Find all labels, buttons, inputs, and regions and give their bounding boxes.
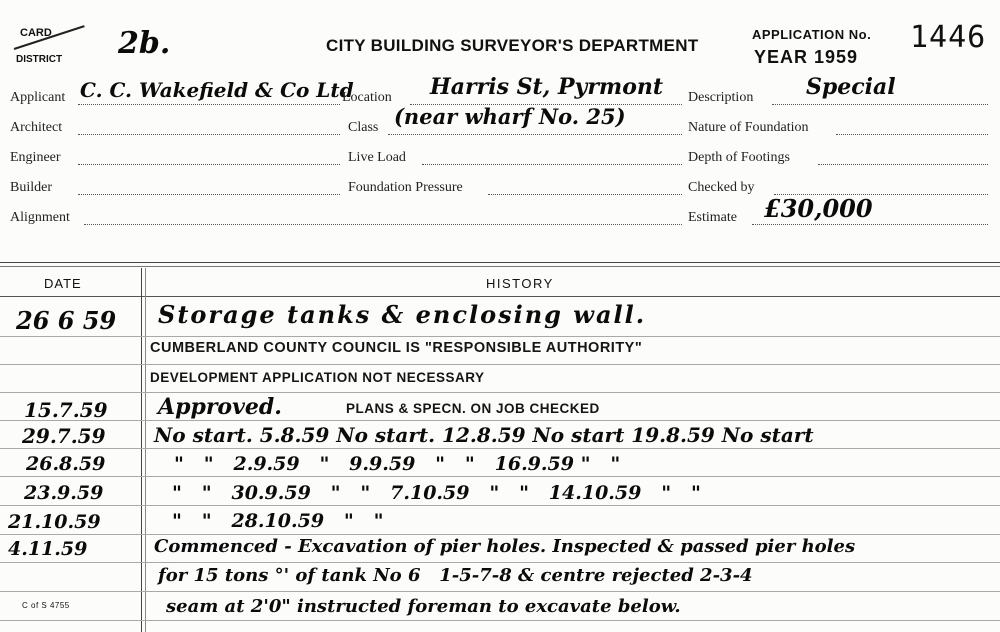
ruled-line [0, 448, 1000, 449]
foundation-pressure-line [488, 194, 682, 195]
history-date: 26.8.59 [26, 453, 106, 475]
history-entry: Commenced - Excavation of pier holes. Inspected & passed pier holes [154, 536, 856, 557]
history-stamp: CUMBERLAND COUNTY COUNCIL IS "RESPONSIBLE AUTHORITY" [150, 340, 643, 356]
applicant-label: Applicant [10, 90, 66, 105]
description-value: Special [806, 74, 896, 100]
engineer-label: Engineer [10, 150, 61, 165]
description-label: Description [688, 90, 754, 105]
application-number: 1446 [910, 20, 987, 55]
engineer-line [78, 164, 340, 165]
architect-line [78, 134, 340, 135]
application-no-label: APPLICATION No. [752, 27, 872, 42]
history-entry: " " 2.9.59 " 9.9.59 " " 16.9.59 " " [174, 453, 621, 475]
estimate-line [752, 224, 988, 225]
card-label: CARD [20, 27, 52, 39]
history-header: HISTORY [486, 276, 554, 291]
header-separator-2 [0, 266, 1000, 267]
estimate-value: £30,000 [764, 194, 873, 223]
history-header-rule [0, 296, 1000, 297]
ruled-line [0, 562, 1000, 563]
ruled-line [0, 505, 1000, 506]
alignment-line [84, 224, 682, 225]
class-line [388, 134, 682, 135]
ruled-line [0, 476, 1000, 477]
depth-line [818, 164, 988, 165]
depth-of-footings-label: Depth of Footings [688, 150, 790, 165]
nature-line [836, 134, 988, 135]
year-label: YEAR 1959 [754, 47, 859, 67]
history-date: 23.9.59 [24, 482, 104, 504]
ruled-line [0, 620, 1000, 621]
history-entry: seam at 2'0" instructed foreman to excavate below. [166, 596, 681, 617]
date-column-divider [141, 268, 142, 632]
nature-of-foundation-label: Nature of Foundation [688, 120, 809, 135]
checked-stamp: PLANS & SPECN. ON JOB CHECKED [346, 401, 600, 416]
history-date: 29.7.59 [22, 424, 106, 448]
foundation-pressure-label: Foundation Pressure [348, 180, 463, 195]
applicant-line [78, 104, 340, 105]
live-load-line [422, 164, 682, 165]
estimate-label: Estimate [688, 210, 737, 225]
builder-line [78, 194, 340, 195]
description-line [772, 104, 988, 105]
card-value: 2b. [118, 26, 171, 61]
applicant-value: C. C. Wakefield & Co Ltd [80, 78, 354, 102]
alignment-label: Alignment [10, 210, 70, 225]
location-label: Location [342, 90, 392, 105]
history-date: 15.7.59 [24, 398, 108, 422]
history-stamp: DEVELOPMENT APPLICATION NOT NECESSARY [150, 370, 485, 385]
department-title: CITY BUILDING SURVEYOR'S DEPARTMENT [326, 36, 699, 55]
class-value: (near wharf No. 25) [394, 104, 626, 129]
history-entry: " " 30.9.59 " " 7.10.59 " " 14.10.59 " " [172, 482, 701, 504]
ruled-line [0, 364, 1000, 365]
location-value: Harris St, Pyrmont [430, 74, 664, 100]
history-date: 21.10.59 [8, 511, 101, 533]
history-date: 4.11.59 [8, 538, 88, 560]
date-column-divider-2 [145, 268, 146, 632]
live-load-label: Live Load [348, 150, 406, 165]
history-entry: for 15 tons °' of tank No 6 1-5-7-8 & centre rejected 2-3-4 [158, 565, 753, 586]
history-date: 26 6 59 [16, 306, 117, 335]
header-separator [0, 262, 1000, 263]
history-entry: No start. 5.8.59 No start. 12.8.59 No start 19.8.59 No start [154, 423, 814, 447]
ruled-line [0, 420, 1000, 421]
checked-by-label: Checked by [688, 180, 755, 195]
architect-label: Architect [10, 120, 63, 135]
builder-label: Builder [10, 180, 52, 195]
date-header: DATE [44, 276, 82, 291]
history-entry: " " 28.10.59 " " [172, 510, 384, 532]
ruled-line [0, 534, 1000, 535]
history-entry: Approved. [158, 394, 282, 420]
class-label: Class [348, 120, 379, 135]
ruled-line [0, 392, 1000, 393]
district-label: DISTRICT [16, 54, 63, 65]
history-entry: Storage tanks & enclosing wall. [158, 300, 647, 329]
ruled-line [0, 591, 1000, 592]
form-code: C of S 4755 [22, 601, 70, 610]
ruled-line [0, 336, 1000, 337]
